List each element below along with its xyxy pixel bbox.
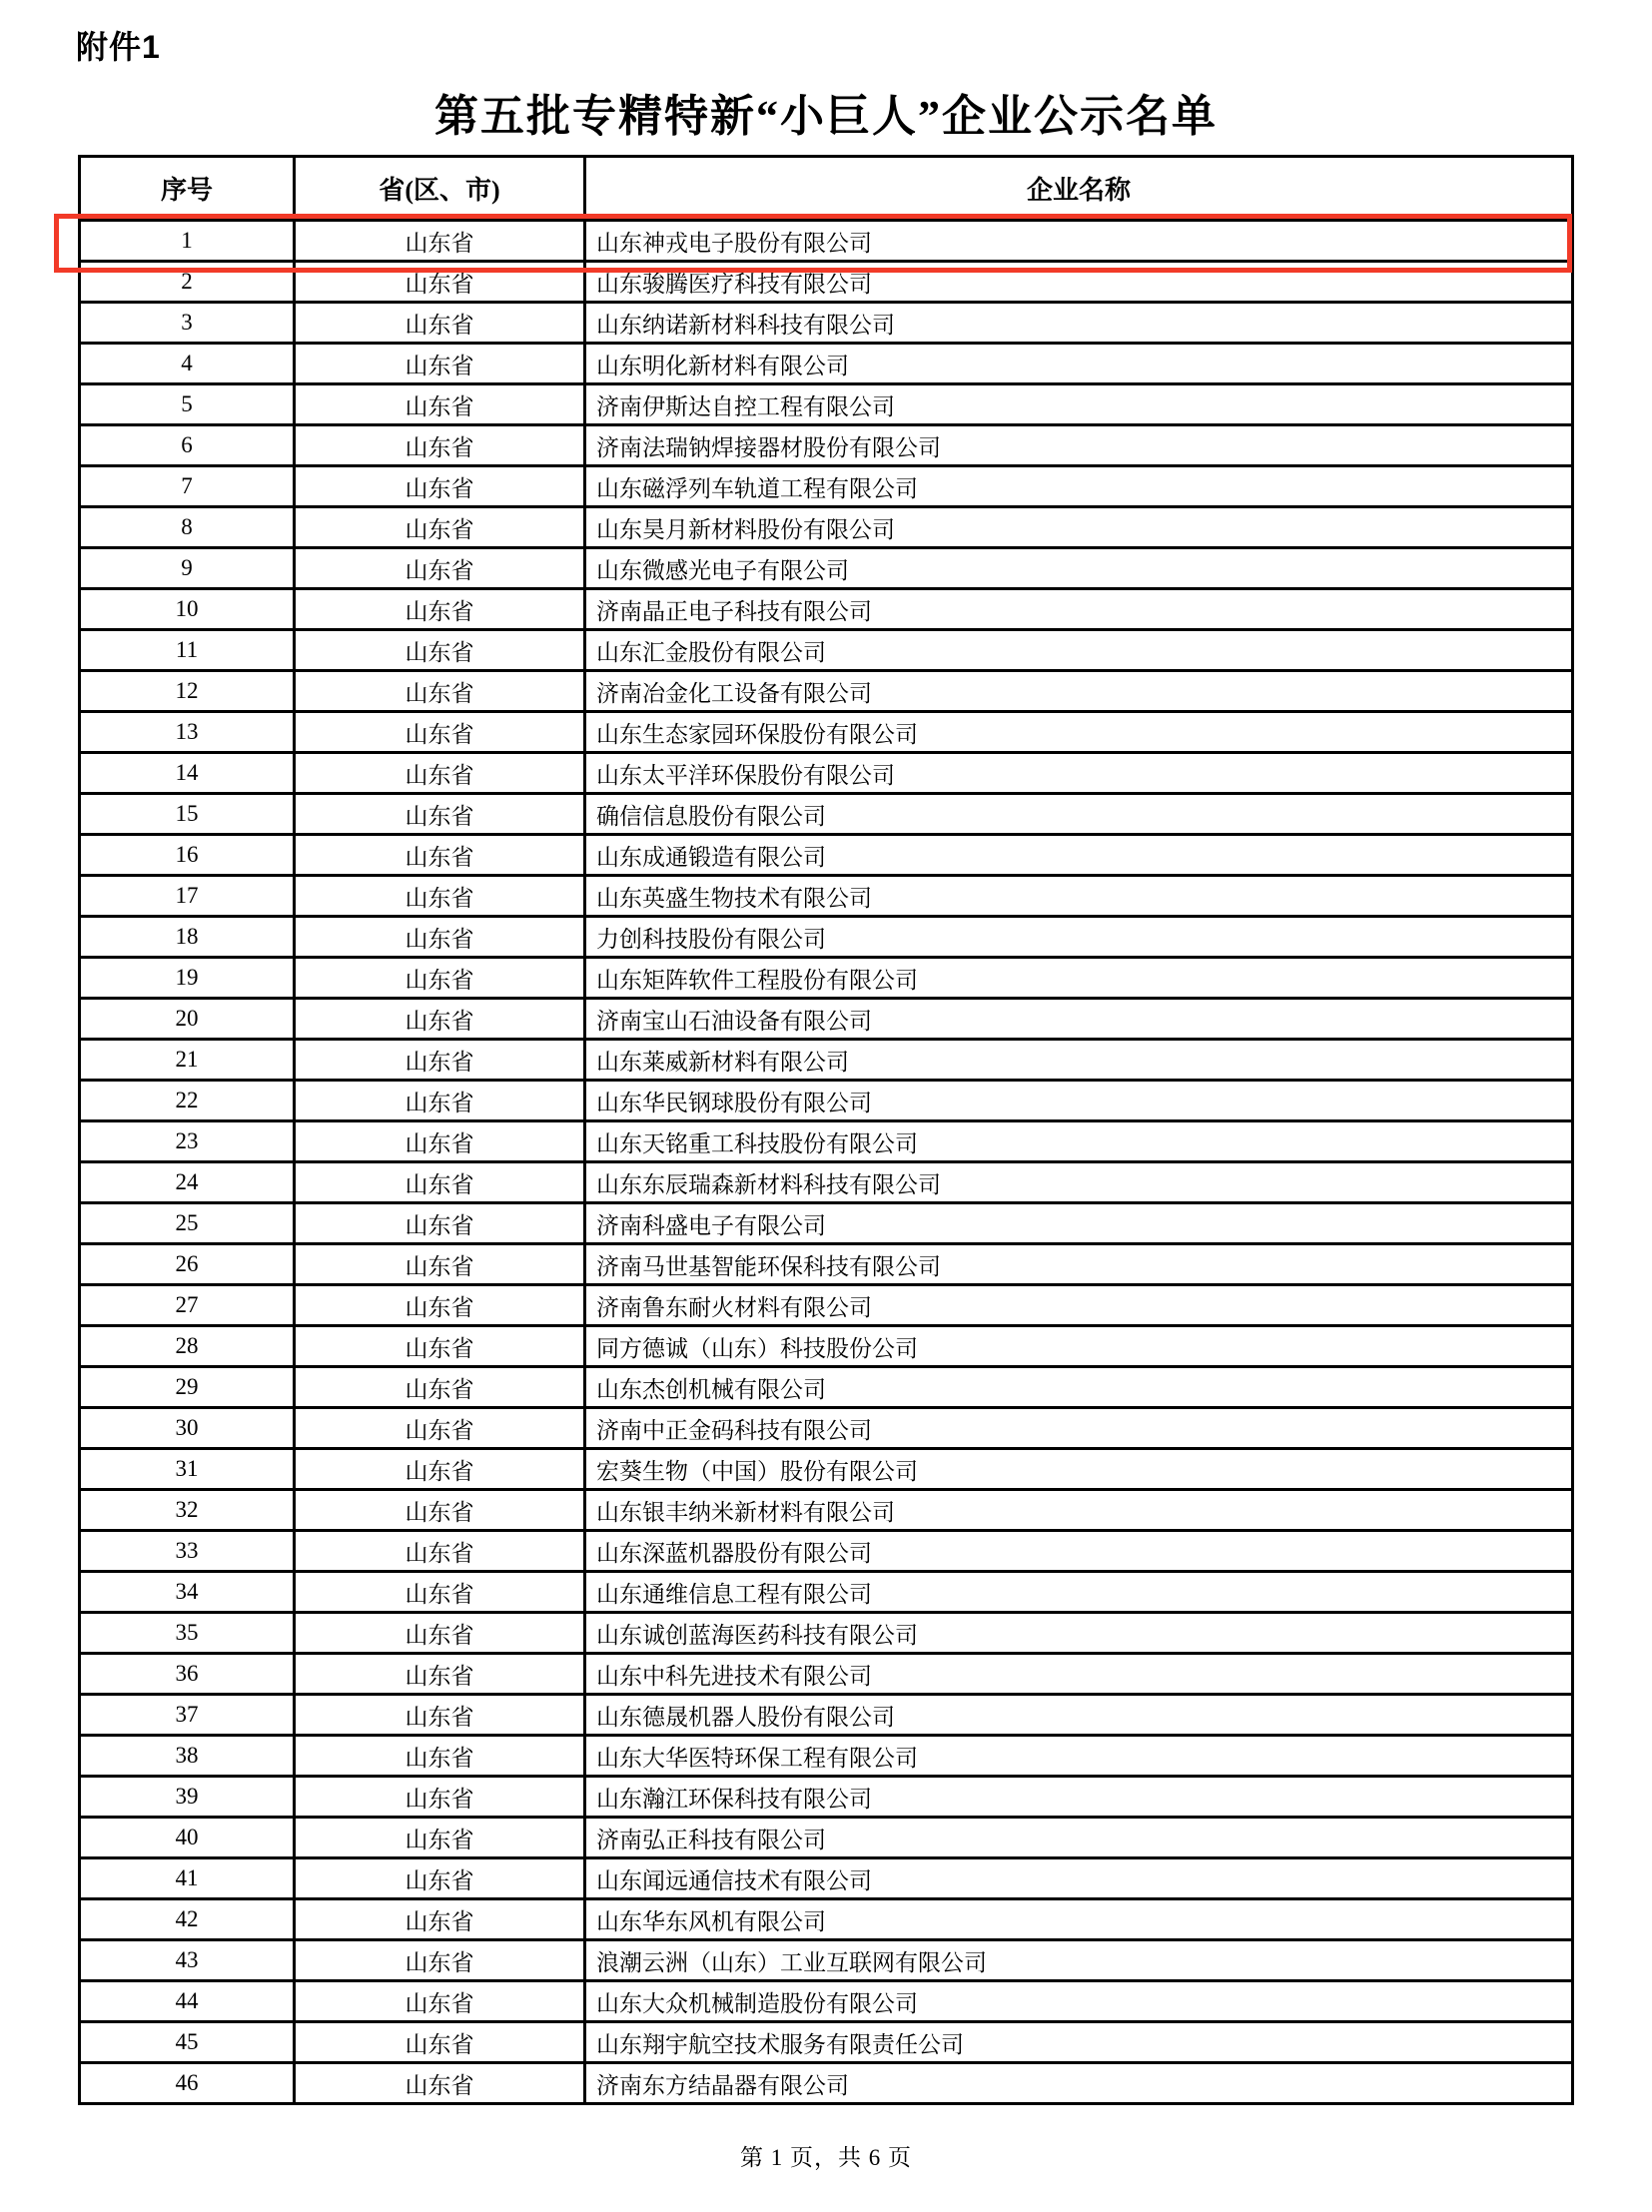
row-province-cell: 山东省 (295, 1040, 585, 1081)
row-company-cell: 确信信息股份有限公司 (585, 794, 1573, 835)
row-index-cell: 43 (80, 1940, 295, 1981)
row-index-cell: 39 (80, 1777, 295, 1818)
row-province-cell: 山东省 (295, 1244, 585, 1285)
row-index-cell: 32 (80, 1490, 295, 1531)
row-province-cell: 山东省 (295, 1490, 585, 1531)
row-index-cell: 17 (80, 876, 295, 917)
row-province-cell: 山东省 (295, 835, 585, 876)
row-company-cell: 济南马世基智能环保科技有限公司 (585, 1244, 1573, 1285)
page-footer: 第 1 页，共 6 页 (740, 2145, 912, 2170)
row-index-cell: 12 (80, 671, 295, 712)
table-row (80, 1040, 1573, 1081)
row-company-cell: 山东天铭重工科技股份有限公司 (585, 1121, 1573, 1162)
row-index-cell: 35 (80, 1613, 295, 1654)
row-company-cell: 山东神戎电子股份有限公司 (585, 221, 1573, 262)
row-index-cell: 19 (80, 958, 295, 999)
table-row (80, 1899, 1573, 1940)
row-province-cell: 山东省 (295, 1162, 585, 1203)
row-company-cell: 山东莱威新材料有限公司 (585, 1040, 1573, 1081)
row-province-cell: 山东省 (295, 1777, 585, 1818)
row-index-cell: 30 (80, 1408, 295, 1449)
row-province-cell: 山东省 (295, 1858, 585, 1899)
row-company-cell: 济南东方结晶器有限公司 (585, 2063, 1573, 2104)
row-province-cell: 山东省 (295, 753, 585, 794)
row-company-cell: 山东英盛生物技术有限公司 (585, 876, 1573, 917)
row-index-cell: 36 (80, 1654, 295, 1695)
row-index-cell: 38 (80, 1736, 295, 1777)
table-row (80, 630, 1573, 671)
row-index-cell: 13 (80, 712, 295, 753)
row-province-cell: 山东省 (295, 466, 585, 507)
table-row (80, 1244, 1573, 1285)
row-company-cell: 山东翔宇航空技术服务有限责任公司 (585, 2022, 1573, 2063)
table-row (80, 1367, 1573, 1408)
row-company-cell: 山东银丰纳米新材料有限公司 (585, 1490, 1573, 1531)
row-company-cell: 山东华东风机有限公司 (585, 1899, 1573, 1940)
row-index-cell: 2 (80, 262, 295, 303)
row-company-cell: 山东明化新材料有限公司 (585, 344, 1573, 384)
row-province-cell: 山东省 (295, 1695, 585, 1736)
table-row (80, 1285, 1573, 1326)
row-province-cell: 山东省 (295, 712, 585, 753)
row-index-cell: 46 (80, 2063, 295, 2104)
row-company-cell: 山东成通锻造有限公司 (585, 835, 1573, 876)
table-row (80, 1408, 1573, 1449)
row-province-cell: 山东省 (295, 1654, 585, 1695)
row-company-cell: 山东生态家园环保股份有限公司 (585, 712, 1573, 753)
row-province-cell: 山东省 (295, 1285, 585, 1326)
row-company-cell: 浪潮云洲（山东）工业互联网有限公司 (585, 1940, 1573, 1981)
table-row (80, 303, 1573, 344)
row-company-cell: 山东诚创蓝海医药科技有限公司 (585, 1613, 1573, 1654)
table-row (80, 344, 1573, 384)
table-row (80, 1162, 1573, 1203)
row-index-cell: 33 (80, 1531, 295, 1572)
row-province-cell: 山东省 (295, 2063, 585, 2104)
row-company-cell: 济南鲁东耐火材料有限公司 (585, 1285, 1573, 1326)
company-table (78, 155, 1574, 2105)
table-body (80, 221, 1573, 2104)
page-title: 第五批专精特新“小巨人”企业公示名单 (434, 92, 1218, 141)
row-province-cell: 山东省 (295, 1981, 585, 2022)
row-index-cell: 20 (80, 999, 295, 1040)
row-index-cell: 41 (80, 1858, 295, 1899)
row-province-cell: 山东省 (295, 262, 585, 303)
row-company-cell: 山东杰创机械有限公司 (585, 1367, 1573, 1408)
row-province-cell: 山东省 (295, 958, 585, 999)
row-province-cell: 山东省 (295, 1367, 585, 1408)
table-row (80, 1695, 1573, 1736)
row-province-cell: 山东省 (295, 917, 585, 958)
table-row (80, 425, 1573, 466)
row-province-cell: 山东省 (295, 1818, 585, 1858)
row-company-cell: 济南冶金化工设备有限公司 (585, 671, 1573, 712)
table-row (80, 712, 1573, 753)
table-row (80, 507, 1573, 548)
row-index-cell: 4 (80, 344, 295, 384)
row-company-cell: 济南弘正科技有限公司 (585, 1818, 1573, 1858)
row-company-cell: 山东太平洋环保股份有限公司 (585, 753, 1573, 794)
row-index-cell: 45 (80, 2022, 295, 2063)
table-row (80, 2022, 1573, 2063)
table-row (80, 1121, 1573, 1162)
row-company-cell: 济南伊斯达自控工程有限公司 (585, 384, 1573, 425)
row-company-cell: 山东汇金股份有限公司 (585, 630, 1573, 671)
table-row (80, 1490, 1573, 1531)
table-row (80, 1777, 1573, 1818)
row-index-cell: 27 (80, 1285, 295, 1326)
row-index-cell: 28 (80, 1326, 295, 1367)
row-province-cell: 山东省 (295, 1613, 585, 1654)
row-province-cell: 山东省 (295, 1121, 585, 1162)
header-cell-province: 省(区、市) (295, 157, 585, 221)
row-province-cell: 山东省 (295, 425, 585, 466)
table-row (80, 2063, 1573, 2104)
row-province-cell: 山东省 (295, 999, 585, 1040)
table-row (80, 1613, 1573, 1654)
row-company-cell: 山东昊月新材料股份有限公司 (585, 507, 1573, 548)
header-cell-no: 序号 (80, 157, 295, 221)
row-index-cell: 31 (80, 1449, 295, 1490)
table-row (80, 384, 1573, 425)
row-index-cell: 9 (80, 548, 295, 589)
row-province-cell: 山东省 (295, 548, 585, 589)
row-province-cell: 山东省 (295, 303, 585, 344)
row-index-cell: 3 (80, 303, 295, 344)
row-index-cell: 8 (80, 507, 295, 548)
row-province-cell: 山东省 (295, 589, 585, 630)
row-index-cell: 40 (80, 1818, 295, 1858)
row-province-cell: 山东省 (295, 1449, 585, 1490)
row-company-cell: 山东纳诺新材料科技有限公司 (585, 303, 1573, 344)
table-row (80, 466, 1573, 507)
row-province-cell: 山东省 (295, 794, 585, 835)
row-province-cell: 山东省 (295, 671, 585, 712)
row-index-cell: 24 (80, 1162, 295, 1203)
row-company-cell: 山东华民钢球股份有限公司 (585, 1081, 1573, 1121)
table-row (80, 1081, 1573, 1121)
table-row (80, 1736, 1573, 1777)
table-row-highlighted (80, 221, 1573, 262)
row-province-cell: 山东省 (295, 1203, 585, 1244)
table-row (80, 753, 1573, 794)
row-index-cell: 1 (80, 221, 295, 262)
table-row (80, 835, 1573, 876)
row-company-cell: 山东磁浮列车轨道工程有限公司 (585, 466, 1573, 507)
table-row (80, 1449, 1573, 1490)
row-company-cell: 力创科技股份有限公司 (585, 917, 1573, 958)
row-province-cell: 山东省 (295, 1899, 585, 1940)
row-index-cell: 5 (80, 384, 295, 425)
row-province-cell: 山东省 (295, 221, 585, 262)
table-row (80, 1572, 1573, 1613)
row-index-cell: 22 (80, 1081, 295, 1121)
row-index-cell: 18 (80, 917, 295, 958)
row-index-cell: 44 (80, 1981, 295, 2022)
row-company-cell: 宏葵生物（中国）股份有限公司 (585, 1449, 1573, 1490)
table-row (80, 1940, 1573, 1981)
row-province-cell: 山东省 (295, 1940, 585, 1981)
row-province-cell: 山东省 (295, 1326, 585, 1367)
table-row (80, 917, 1573, 958)
row-company-cell: 济南中正金码科技有限公司 (585, 1408, 1573, 1449)
row-province-cell: 山东省 (295, 2022, 585, 2063)
row-index-cell: 25 (80, 1203, 295, 1244)
table-row (80, 589, 1573, 630)
row-index-cell: 42 (80, 1899, 295, 1940)
table-row (80, 1531, 1573, 1572)
row-index-cell: 10 (80, 589, 295, 630)
table-row (80, 999, 1573, 1040)
row-province-cell: 山东省 (295, 630, 585, 671)
row-company-cell: 山东矩阵软件工程股份有限公司 (585, 958, 1573, 999)
table-row (80, 1326, 1573, 1367)
table-row (80, 1203, 1573, 1244)
row-index-cell: 16 (80, 835, 295, 876)
row-company-cell: 山东大众机械制造股份有限公司 (585, 1981, 1573, 2022)
row-company-cell: 济南晶正电子科技有限公司 (585, 589, 1573, 630)
row-index-cell: 7 (80, 466, 295, 507)
row-company-cell: 济南科盛电子有限公司 (585, 1203, 1573, 1244)
row-province-cell: 山东省 (295, 507, 585, 548)
row-province-cell: 山东省 (295, 876, 585, 917)
row-company-cell: 济南法瑞钠焊接器材股份有限公司 (585, 425, 1573, 466)
table-row (80, 1818, 1573, 1858)
row-company-cell: 山东东辰瑞森新材料科技有限公司 (585, 1162, 1573, 1203)
table-row (80, 671, 1573, 712)
table-row (80, 876, 1573, 917)
row-index-cell: 34 (80, 1572, 295, 1613)
table-row (80, 262, 1573, 303)
table-row (80, 958, 1573, 999)
table-header-row (80, 157, 1573, 221)
row-company-cell: 山东闻远通信技术有限公司 (585, 1858, 1573, 1899)
table-row (80, 548, 1573, 589)
row-province-cell: 山东省 (295, 1081, 585, 1121)
row-index-cell: 26 (80, 1244, 295, 1285)
row-company-cell: 山东骏腾医疗科技有限公司 (585, 262, 1573, 303)
row-company-cell: 济南宝山石油设备有限公司 (585, 999, 1573, 1040)
row-index-cell: 37 (80, 1695, 295, 1736)
table-row (80, 794, 1573, 835)
row-company-cell: 同方德诚（山东）科技股份公司 (585, 1326, 1573, 1367)
row-index-cell: 6 (80, 425, 295, 466)
row-index-cell: 21 (80, 1040, 295, 1081)
table-row (80, 1858, 1573, 1899)
row-province-cell: 山东省 (295, 384, 585, 425)
row-company-cell: 山东大华医特环保工程有限公司 (585, 1736, 1573, 1777)
row-index-cell: 11 (80, 630, 295, 671)
table-header (80, 157, 1573, 221)
row-province-cell: 山东省 (295, 344, 585, 384)
row-company-cell: 山东微感光电子有限公司 (585, 548, 1573, 589)
row-index-cell: 14 (80, 753, 295, 794)
row-province-cell: 山东省 (295, 1572, 585, 1613)
row-province-cell: 山东省 (295, 1531, 585, 1572)
table-row (80, 1654, 1573, 1695)
row-index-cell: 23 (80, 1121, 295, 1162)
row-index-cell: 15 (80, 794, 295, 835)
row-index-cell: 29 (80, 1367, 295, 1408)
row-company-cell: 山东瀚江环保科技有限公司 (585, 1777, 1573, 1818)
header-cell-company: 企业名称 (585, 157, 1573, 221)
row-province-cell: 山东省 (295, 1408, 585, 1449)
attachment-label: 附件1 (76, 29, 161, 65)
row-company-cell: 山东中科先进技术有限公司 (585, 1654, 1573, 1695)
row-company-cell: 山东通维信息工程有限公司 (585, 1572, 1573, 1613)
row-company-cell: 山东深蓝机器股份有限公司 (585, 1531, 1573, 1572)
table-row (80, 1981, 1573, 2022)
row-province-cell: 山东省 (295, 1736, 585, 1777)
row-company-cell: 山东德晟机器人股份有限公司 (585, 1695, 1573, 1736)
